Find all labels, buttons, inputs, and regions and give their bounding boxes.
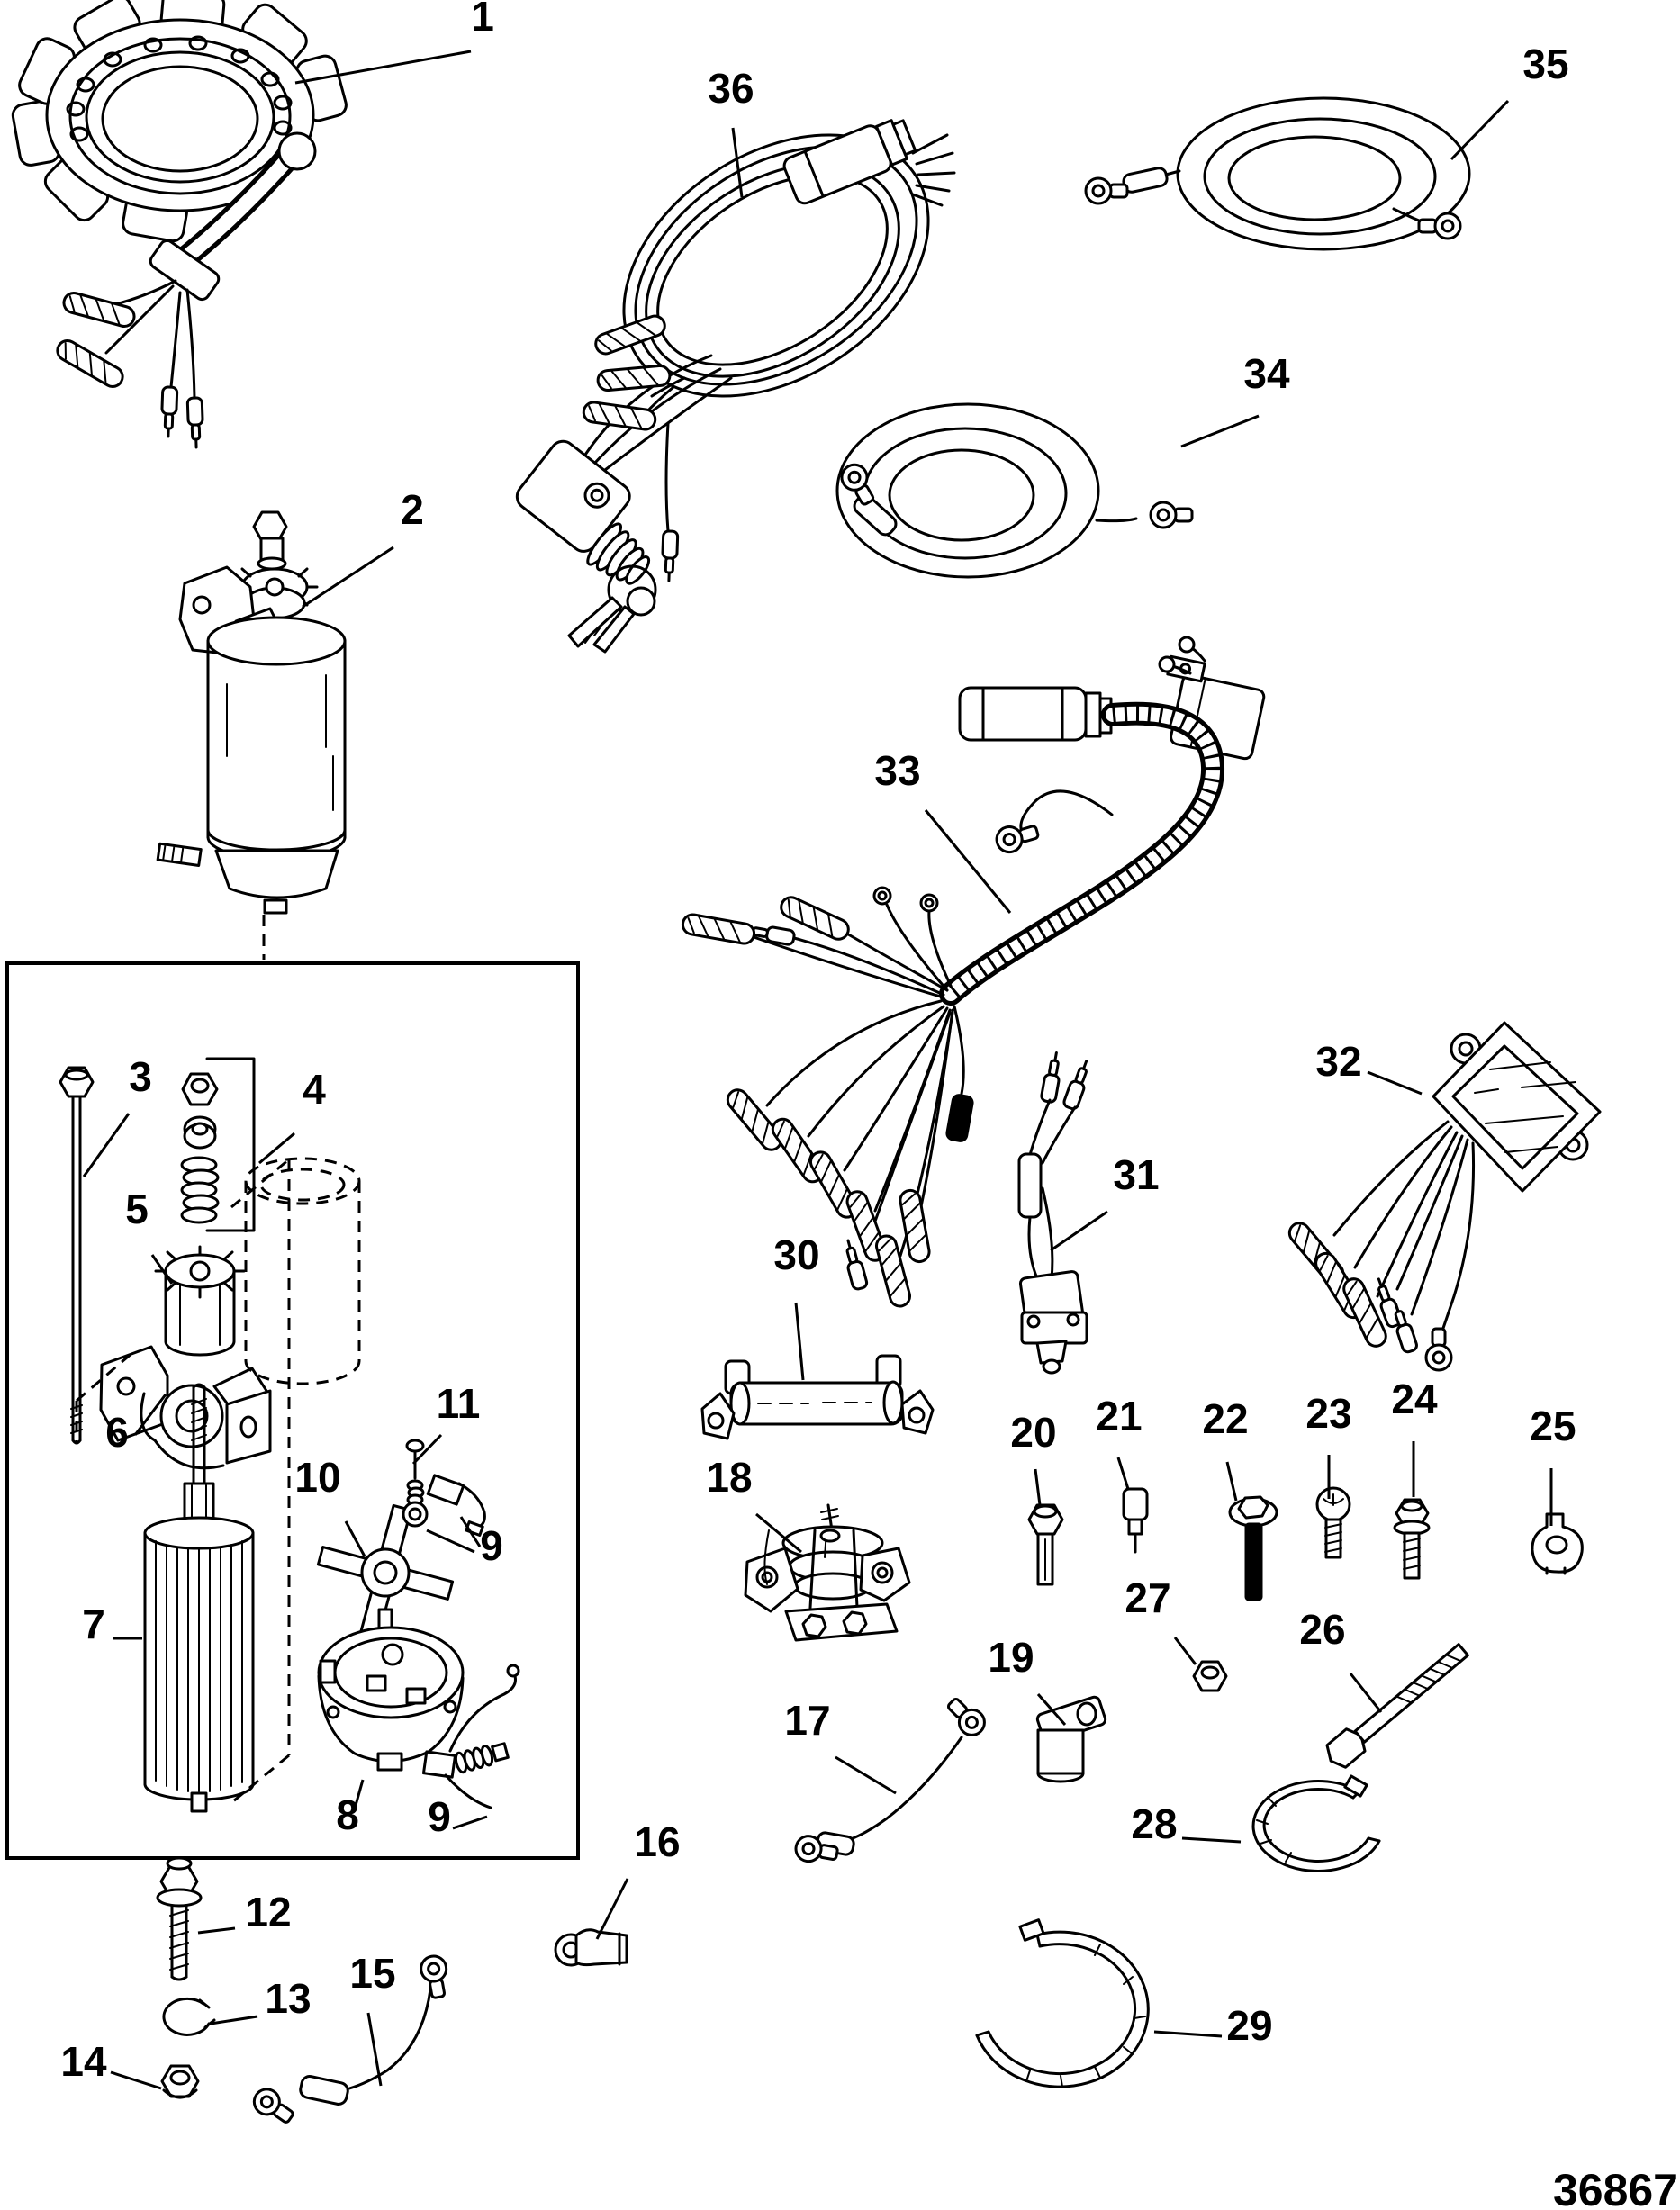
callout-leader-2 <box>303 547 393 607</box>
callout-leader-32 <box>1368 1072 1422 1094</box>
callout-12: 12 <box>245 1889 292 1935</box>
callout-15: 15 <box>349 1950 396 1997</box>
engine-harness-part <box>682 637 1269 1308</box>
stop-switch-part <box>1019 1051 1093 1373</box>
callout-30: 30 <box>773 1231 820 1278</box>
callout-leader-20 <box>1035 1469 1040 1505</box>
elbow-fitting-part <box>555 1930 627 1965</box>
callout-leader-33 <box>926 810 1010 913</box>
callout-36: 36 <box>708 65 754 112</box>
long-screw-26-part <box>1322 1638 1473 1772</box>
callout-22: 22 <box>1202 1395 1249 1442</box>
callout-35: 35 <box>1522 41 1569 87</box>
hex-nut-part <box>162 2066 198 2097</box>
callout-leader-3 <box>84 1114 129 1177</box>
callout-2: 2 <box>401 486 424 533</box>
callout-11: 11 <box>436 1380 481 1427</box>
callout-20: 20 <box>1010 1409 1057 1456</box>
callout-13: 13 <box>265 1975 312 2022</box>
callout-leader-12 <box>198 1928 235 1933</box>
callout-7: 7 <box>82 1601 105 1647</box>
callout-leader-17 <box>835 1757 896 1793</box>
callout-3: 3 <box>129 1053 152 1100</box>
flange-bolt-22-part <box>1230 1497 1277 1601</box>
callout-10: 10 <box>294 1454 341 1501</box>
callout-4: 4 <box>303 1066 326 1113</box>
screw-23-part <box>1317 1488 1350 1557</box>
callout-leader-28 <box>1182 1838 1241 1842</box>
hex-bolt-20-part <box>1029 1505 1062 1584</box>
fuse-holder-part <box>702 1356 933 1439</box>
callout-leader-16 <box>597 1879 628 1939</box>
stator-part <box>11 0 348 447</box>
callout-19: 19 <box>988 1634 1034 1681</box>
callout-layer <box>60 0 1576 2088</box>
starter-motor-part <box>158 512 345 960</box>
battery-cable-35-part <box>1086 98 1469 249</box>
callout-leader-22 <box>1227 1462 1236 1501</box>
callout-18: 18 <box>706 1454 753 1501</box>
battery-cable-34-part <box>837 404 1192 577</box>
callout-29: 29 <box>1226 2002 1273 2049</box>
wire-terminal-21-part <box>1124 1489 1147 1552</box>
callout-leader-35 <box>1451 101 1508 159</box>
callout-33: 33 <box>874 747 921 794</box>
hex-nut-27-part <box>1194 1662 1226 1691</box>
callout-34: 34 <box>1243 350 1290 397</box>
callout-leader-15 <box>368 2013 381 2086</box>
callout-leader-30 <box>796 1303 803 1380</box>
callout-leader-21 <box>1118 1457 1128 1489</box>
callout-21: 21 <box>1096 1393 1143 1439</box>
drawing-number: 36867 <box>1552 2165 1678 2210</box>
harness-connector <box>781 113 918 205</box>
callout-leader-34 <box>1181 416 1259 447</box>
callout-leader-9 <box>427 1530 474 1552</box>
through-bolt-part <box>60 1068 93 1443</box>
callout-leader-31 <box>1051 1212 1107 1250</box>
pinion-gear-part <box>156 1247 244 1355</box>
callout-27: 27 <box>1125 1574 1171 1621</box>
callout-16: 16 <box>634 1818 681 1865</box>
callout-leader-26 <box>1350 1673 1381 1712</box>
callout-1: 1 <box>471 0 494 40</box>
callout-17: 17 <box>784 1697 831 1744</box>
clamp-28-part <box>1253 1776 1379 1872</box>
mount-bolt-part <box>158 1858 201 1980</box>
callout-28: 28 <box>1131 1800 1178 1847</box>
retainer-clip-25-part <box>1532 1514 1582 1574</box>
callout-14: 14 <box>60 2038 107 2085</box>
ignition-harness-part <box>512 89 969 652</box>
callout-leader-10 <box>346 1521 365 1556</box>
callout-5: 5 <box>125 1186 149 1232</box>
callout-9: 9 <box>428 1793 451 1840</box>
callout-31: 31 <box>1113 1151 1160 1198</box>
ignition-switch <box>512 437 658 652</box>
nut-washer-spring-kit <box>182 1059 254 1231</box>
callout-leader-27 <box>1175 1637 1196 1664</box>
callout-leader-29 <box>1154 2032 1222 2036</box>
end-cap-part <box>319 1628 463 1770</box>
callout-6: 6 <box>105 1409 129 1456</box>
callout-8: 8 <box>336 1791 359 1838</box>
repair-kit-box <box>7 963 578 1858</box>
callout-32: 32 <box>1315 1038 1362 1085</box>
brush-upper-part <box>428 1475 484 1536</box>
callout-leader-13 <box>211 2016 257 2024</box>
lock-washer-part <box>164 1998 214 2034</box>
flange-bolt-24-part <box>1395 1500 1429 1578</box>
callout-23: 23 <box>1305 1390 1352 1437</box>
callout-9: 9 <box>480 1522 503 1569</box>
p-clamp-part <box>1036 1696 1106 1782</box>
callout-26: 26 <box>1299 1606 1346 1653</box>
callout-leader-9 <box>453 1817 487 1828</box>
callout-24: 24 <box>1391 1376 1438 1422</box>
callout-leader-14 <box>111 2072 161 2088</box>
callout-25: 25 <box>1530 1403 1576 1449</box>
clamp-29-part <box>977 1920 1148 2087</box>
